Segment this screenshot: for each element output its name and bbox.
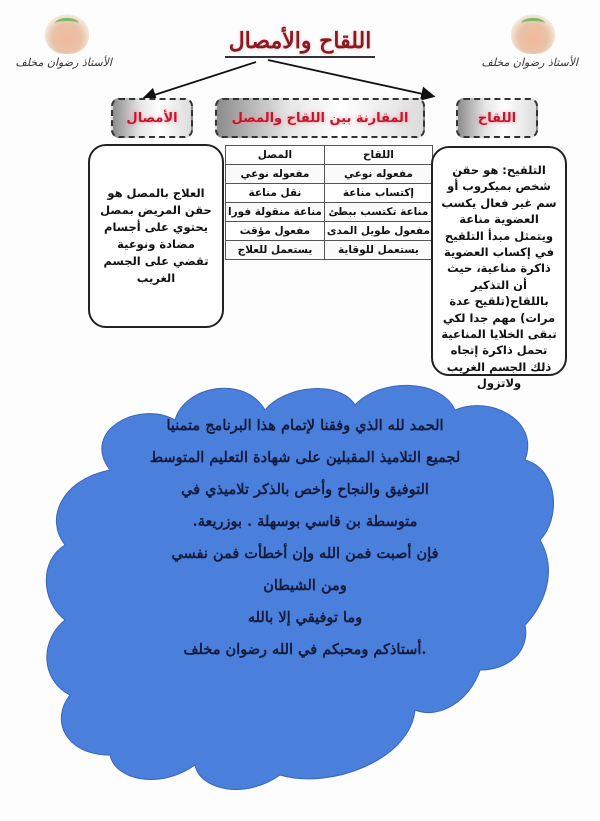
cloud-line: لجميع التلاميذ المقبلين على شهادة التعليم المتوسط bbox=[149, 449, 461, 466]
vaccine-heading-box bbox=[456, 98, 538, 138]
vaccine-definition-box bbox=[431, 146, 567, 391]
serum-heading-box bbox=[111, 98, 193, 138]
table-cell: يستعمل للعلاج bbox=[226, 241, 325, 260]
table-cell: مفعول مؤقت bbox=[226, 222, 325, 241]
table-cell: إكتساب مناعة bbox=[324, 184, 432, 203]
table-cell: نقل مناعة bbox=[226, 184, 325, 203]
arrow-to-serum-icon bbox=[145, 62, 256, 98]
table-row bbox=[226, 241, 433, 260]
cloud-line: .أستاذكم ومحبكم في الله رضوان مخلف bbox=[183, 641, 427, 658]
cloud-line: فإن أصبت فمن الله وإن أخطأت فمن نفسي bbox=[171, 545, 439, 562]
vaccine-definition-text: التلقيح: هو حقن شخص بميكروب أو سم غير فعال يكسب العضوية مناعة ويتمثل مبدأ التلقيح في إكساب العضوية ذاكرة مناعية، حيث أن التذكير باللقاح(تلقيح عدة مرات) مهم جدا لكي تبقى الخلايا المناعية تحمل ذاكرة إتجاه ذلك الجسم الغريب ولاتزول bbox=[441, 163, 557, 391]
table-cell: مفعوله نوعي bbox=[226, 165, 325, 184]
page-title-text: اللقاح والأمصال bbox=[225, 28, 376, 58]
cloud-line: الحمد لله الذي وفقنا لإتمام هذا البرنامج متمنيا bbox=[166, 417, 444, 434]
table-row bbox=[226, 222, 433, 241]
table-cell: مفعول طويل المدى bbox=[324, 222, 432, 241]
table-cell: مفعوله نوعي bbox=[324, 165, 432, 184]
column-header-vaccine: اللقاح bbox=[324, 146, 432, 165]
cloud-line: ومن الشيطان bbox=[263, 577, 347, 594]
serum-heading: الأمصال bbox=[126, 110, 178, 126]
table-cell: يستعمل للوقاية bbox=[324, 241, 432, 260]
diagram-arrows bbox=[0, 0, 600, 110]
column-header-serum: المصل bbox=[226, 146, 325, 165]
serum-definition-text: العلاج بالمصل هو حقن المريض بمصل يحتوي على أجسام مضادة ونوعية تقضي على الجسم الغريب bbox=[100, 186, 212, 285]
logo-signature: الأستاذ رضوان مخلف bbox=[481, 56, 578, 69]
cloud-line: وما توفيقي إلا بالله bbox=[247, 609, 363, 626]
comparison-heading-box bbox=[215, 98, 425, 138]
logo-signature: الأستاذ رضوان مخلف bbox=[15, 56, 112, 69]
vaccine-heading: اللقاح bbox=[477, 110, 517, 126]
table-row bbox=[226, 165, 433, 184]
table-row bbox=[226, 203, 433, 222]
table-row bbox=[226, 184, 433, 203]
comparison-table bbox=[225, 145, 433, 260]
comparison-heading: المقارنة بين اللقاح والمصل bbox=[231, 110, 409, 126]
cloud-message bbox=[80, 410, 530, 666]
serum-definition-box bbox=[88, 144, 224, 328]
cloud-line: متوسطة بن قاسي بوسهلة . بوزريعة. bbox=[192, 513, 418, 530]
cloud-line: التوفيق والنجاح وأخص بالذكر تلاميذي في bbox=[181, 481, 429, 498]
table-cell: مناعة تكتسب ببطئ bbox=[324, 203, 432, 222]
table-header-row bbox=[226, 146, 433, 165]
arrow-to-vaccine-icon bbox=[268, 60, 432, 96]
table-cell: مناعة منقولة فورا bbox=[226, 203, 325, 222]
